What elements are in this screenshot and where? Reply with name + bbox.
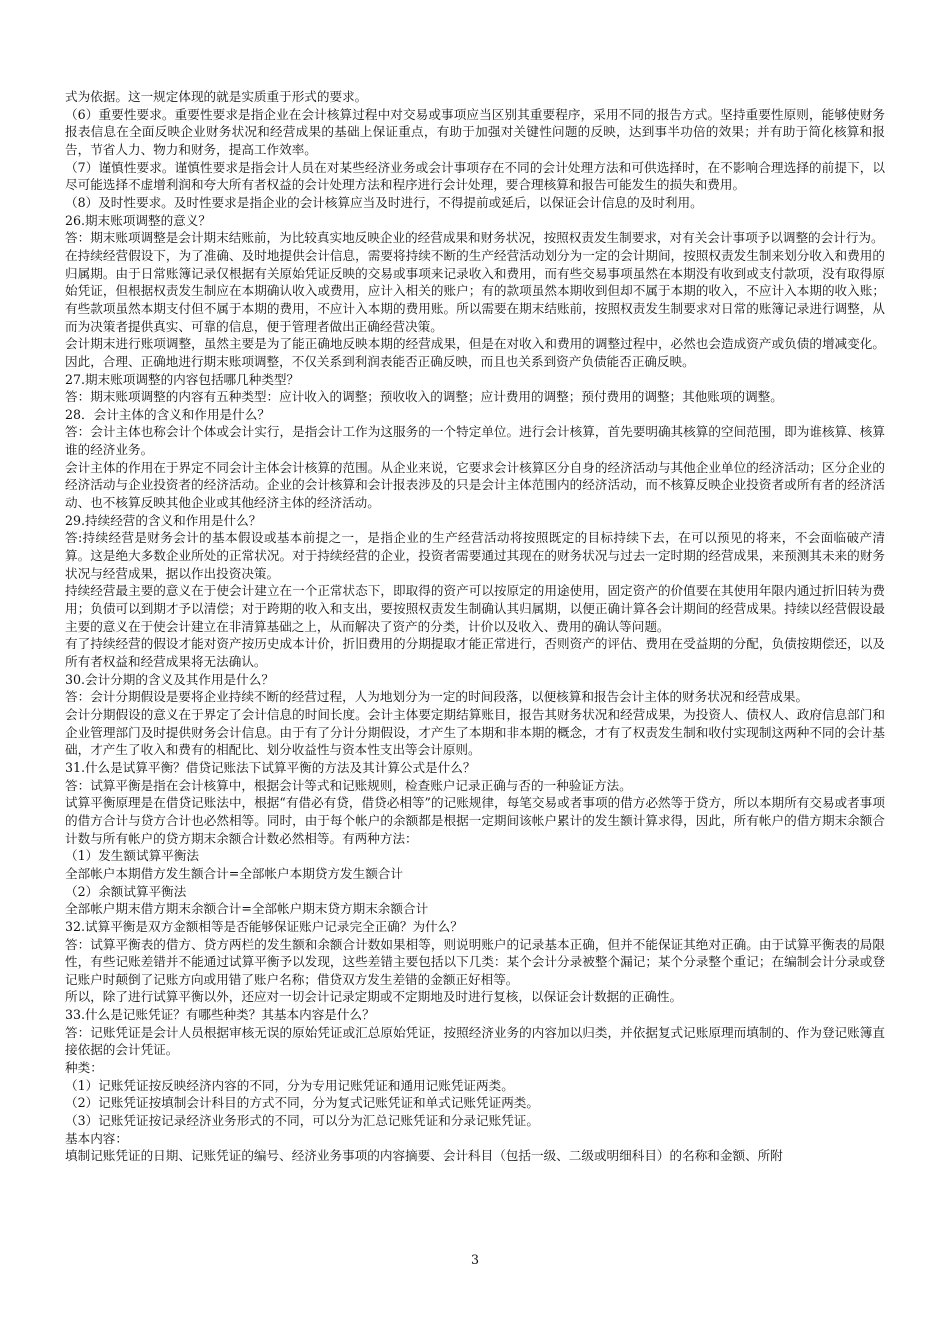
paragraph: 答：会计分期假设是要将企业持续不断的经营过程，人为地划分为一定的时间段落，以便核算和报告会计主体的财务状况和经营成果。 (65, 689, 809, 705)
page-number: 3 (470, 1252, 479, 1267)
document-body (65, 88, 885, 1165)
paragraph: （7）谨慎性要求。谨慎性要求是指会计人员在对某些经济业务或会计事项存在不同的会计处理方法和可供选择时，在不影响合理选择的前提下，以尽可能选择不虚增利润和夸大所有者权益的会计处理方法和程序进行会计处理，要合理核算和报告可能发生的损失和费用。 (65, 159, 885, 193)
paragraph: 在持续经营假设下，为了准确、及时地提供会计信息，需要将持续不断的生产经营活动划分为一定的会计期间，按照权责发生制来划分收入和费用的归属期。由于日常账簿记录仅根据有关原始凭证反映的交易或事项来记录收入和费用，而有些交易事项虽然在本期没有收到或支付款项，没有取得原始凭证，但根据权责发生制应在本期确认收入或费用，应计入相关的账户；有的款项虽然本期收到但却不属于本期的收入，不应计入本期的收入账；有些款项虽然本期支付但不属于本期的费用，不应计入本期的费用账。所以需要在期末结账前，按照权责发生制要求对日常的账簿记录进行调整，从而为决策者提供真实、可靠的信息，便于管理者做出正确经营决策。 (65, 247, 885, 334)
paragraph: （6）重要性要求。重要性要求是指企业在会计核算过程中对交易或事项应当区别其重要程序，采用不同的报告方式。坚持重要性原则，能够使财务报表信息在全面反映企业财务状况和经营成果的基础上保证重点，有助于加强对关键性问题的反映，达到事半功倍的效果；并有助于简化核算和报告，节省人力、物力和财务，提高工作效率。 (65, 106, 885, 157)
paragraph: 式为依据。这一规定体现的就是实质重于形式的要求。 (65, 89, 368, 104)
paragraph: 答：试算平衡表的借方、贷方两栏的发生额和余额合计数如果相等，则说明账户的记录基本正确，但并不能保证其绝对正确。由于试算平衡表的局限性，有些记账差错并不能通过试算平衡予以发现，这些差错主要包括以下几类：某个会计分录被整个漏记；某个分录整个重记；在编制会计分录或登记账户时颠倒了记账方向或用错了账户名称；借贷双方发生差错的金额正好相等。 (65, 936, 885, 987)
paragraph: （2）记账凭证按填制会计科目的方式不同，分为复式记账凭证和单式记账凭证两类。 (65, 1095, 539, 1111)
paragraph: （2）余额试算平衡法 (65, 883, 187, 899)
paragraph: 答：会计主体也称会计个体或会计实行，是指会计工作为这服务的一个特定单位。进行会计核算，首先要明确其核算的空间范围，即为谁核算、核算谁的经济业务。 (65, 424, 885, 458)
paragraph: 33.什么是记账凭证？有哪些种类？其基本内容是什么？ (65, 1007, 375, 1023)
paragraph: 30.会计分期的含义及其作用是什么？ (65, 671, 274, 687)
paragraph: 28．会计主体的含义和作用是什么？ (65, 406, 270, 422)
paragraph: （3）记账凭证按记录经济业务形式的不同，可以分为汇总记账凭证和分录记账凭证。 (65, 1113, 539, 1129)
paragraph: 试算平衡原理是在借贷记账法中，根据“有借必有贷，借贷必相等”的记账规律，每笔交易或者事项的借方必然等于贷方，所以本期所有交易或者事项的借方合计与贷方合计也必然相等。同时，由于每个帐户的余额都是根据一定期间该帐户累计的发生额计算求得，因此，所有帐户的借方期末余额合计数与所有帐户的贷方期末余额合计数必然相等。有两种方法： (65, 795, 885, 846)
paragraph: 会计主体的作用在于界定不同会计主体会计核算的范围。从企业来说，它要求会计核算区分自身的经济活动与其他企业单位的经济活动；区分企业的经济活动与企业投资者的经济活动。企业的会计核算和会计报表涉及的只是会计主体范围内的经济活动，而不核算反映企业投资者或所有者的经济活动、也不核算反映其他企业或其他经济主体的经济活动。 (65, 459, 885, 511)
paragraph: 填制记账凭证的日期、记账凭证的编号、经济业务事项的内容摘要、会计科目（包括一级、二级或明细科目）的名称和金额、所附 (65, 1148, 783, 1164)
paragraph: 答：记账凭证是会计人员根据审核无误的原始凭证或汇总原始凭证，按照经济业务的内容加以归类，并依据复式记账原理而填制的、作为登记账簿直接依据的会计凭证。 (65, 1024, 885, 1058)
paragraph: 种类： (65, 1060, 103, 1076)
paragraph: 全部帐户期末借方期末余额合计=全部帐户期末贷方期末余额合计 (65, 901, 429, 917)
paragraph: 29.持续经营的含义和作用是什么？ (65, 512, 262, 528)
paragraph: 答：期末账项调整是会计期末结账前，为比较真实地反映企业的经营成果和财务状况，按照权责发生制要求，对有关会计事项予以调整的会计行为。 (65, 230, 884, 246)
paragraph: 32.试算平衡是双方金额相等是否能够保证账户记录完全正确？为什么？ (65, 918, 463, 934)
paragraph: 持续经营最主要的意义在于使会计建立在一个正常状态下，即取得的资产可以按原定的用途使用，固定资产的价值要在其使用年限内通过折旧转为费用；负债可以到期才予以清偿；对于跨期的收入和支出，要按照权责发生制确认其归属期，以便正确计算各会计期间的经营成果。持续以经营假设最主要的意义在于使会计建立在非清算基础之上，从而解决了资产的分类，计价以及收入、费用的确认等问题。 (65, 583, 885, 634)
paragraph: 31.什么是试算平衡？借贷记账法下试算平衡的方法及其计算公式是什么？ (65, 759, 476, 775)
paragraph: 27.期末账项调整的内容包括哪几种类型？ (65, 371, 300, 387)
paragraph: 全部帐户本期借方发生额合计=全部帐户本期贷方发生额合计 (65, 865, 403, 881)
paragraph: （1）发生额试算平衡法 (65, 848, 199, 864)
paragraph: 会计分期假设的意义在于界定了会计信息的时间长度。会计主体要定期结算账目，报告其财务状况和经营成果，为投资人、债权人、政府信息部门和企业管理部门及时提供财务会计信息。由于有了分计分期假设，才产生了本期和非本期的概念，才有了权责发生制和收付实现制这两种不同的会计基础，才产生了收入和费有的相配比、划分收益性与资本性支出等会计原则。 (65, 706, 885, 758)
paragraph: 答:持续经营是财务会计的基本假设或基本前提之一，是指企业的生产经营活动将按照既定的目标持续下去，在可以预见的将来，不会面临破产清算。这是绝大多数企业所处的正常状况。对于持续经营的企业，投资者需要通过其现在的财务状况与过去一定时期的经营成果，来预测其未来的财务状况与经营成果，据以作出投资决策。 (65, 530, 885, 581)
paragraph: 26.期末账项调整的意义？ (65, 212, 211, 228)
paragraph: 有了持续经营的假设才能对资产按历史成本计价，折旧费用的分期提取才能正常进行，否则资产的评估、费用在受益期的分配，负债按期偿还，以及所有者权益和经营成果将无法确认。 (65, 636, 885, 669)
paragraph: （8）及时性要求。及时性要求是指企业的会计核算应当及时进行，不得提前或延后，以保证会计信息的及时利用。 (65, 194, 703, 210)
paragraph: （1）记账凭证按反映经济内容的不同，分为专用记账凭证和通用记账凭证两类。 (65, 1077, 514, 1093)
paragraph: 基本内容： (65, 1130, 128, 1146)
paragraph: 答：期末账项调整的内容有五种类型：应计收入的调整；预收收入的调整；应计费用的调整；预付费用的调整；其他账项的调整。 (65, 389, 783, 405)
paragraph: 答：试算平衡是指在会计核算中，根据会计等式和记账规则，检查账户记录正确与否的一种验证方法。 (65, 777, 632, 793)
paragraph: 会计期末进行账项调整，虽然主要是为了能正确地反映本期的经营成果，但是在对收入和费用的调整过程中，必然也会造成资产或负债的增减变化。因此，合理、正确地进行期末账项调整，不仅关系到利润表能否正确反映，而且也关系到资产负债能否正确反映。 (65, 336, 885, 369)
paragraph: 所以，除了进行试算平衡以外，还应对一切会计记录定期或不定期地及时进行复核，以保证会计数据的正确性。 (65, 989, 683, 1005)
